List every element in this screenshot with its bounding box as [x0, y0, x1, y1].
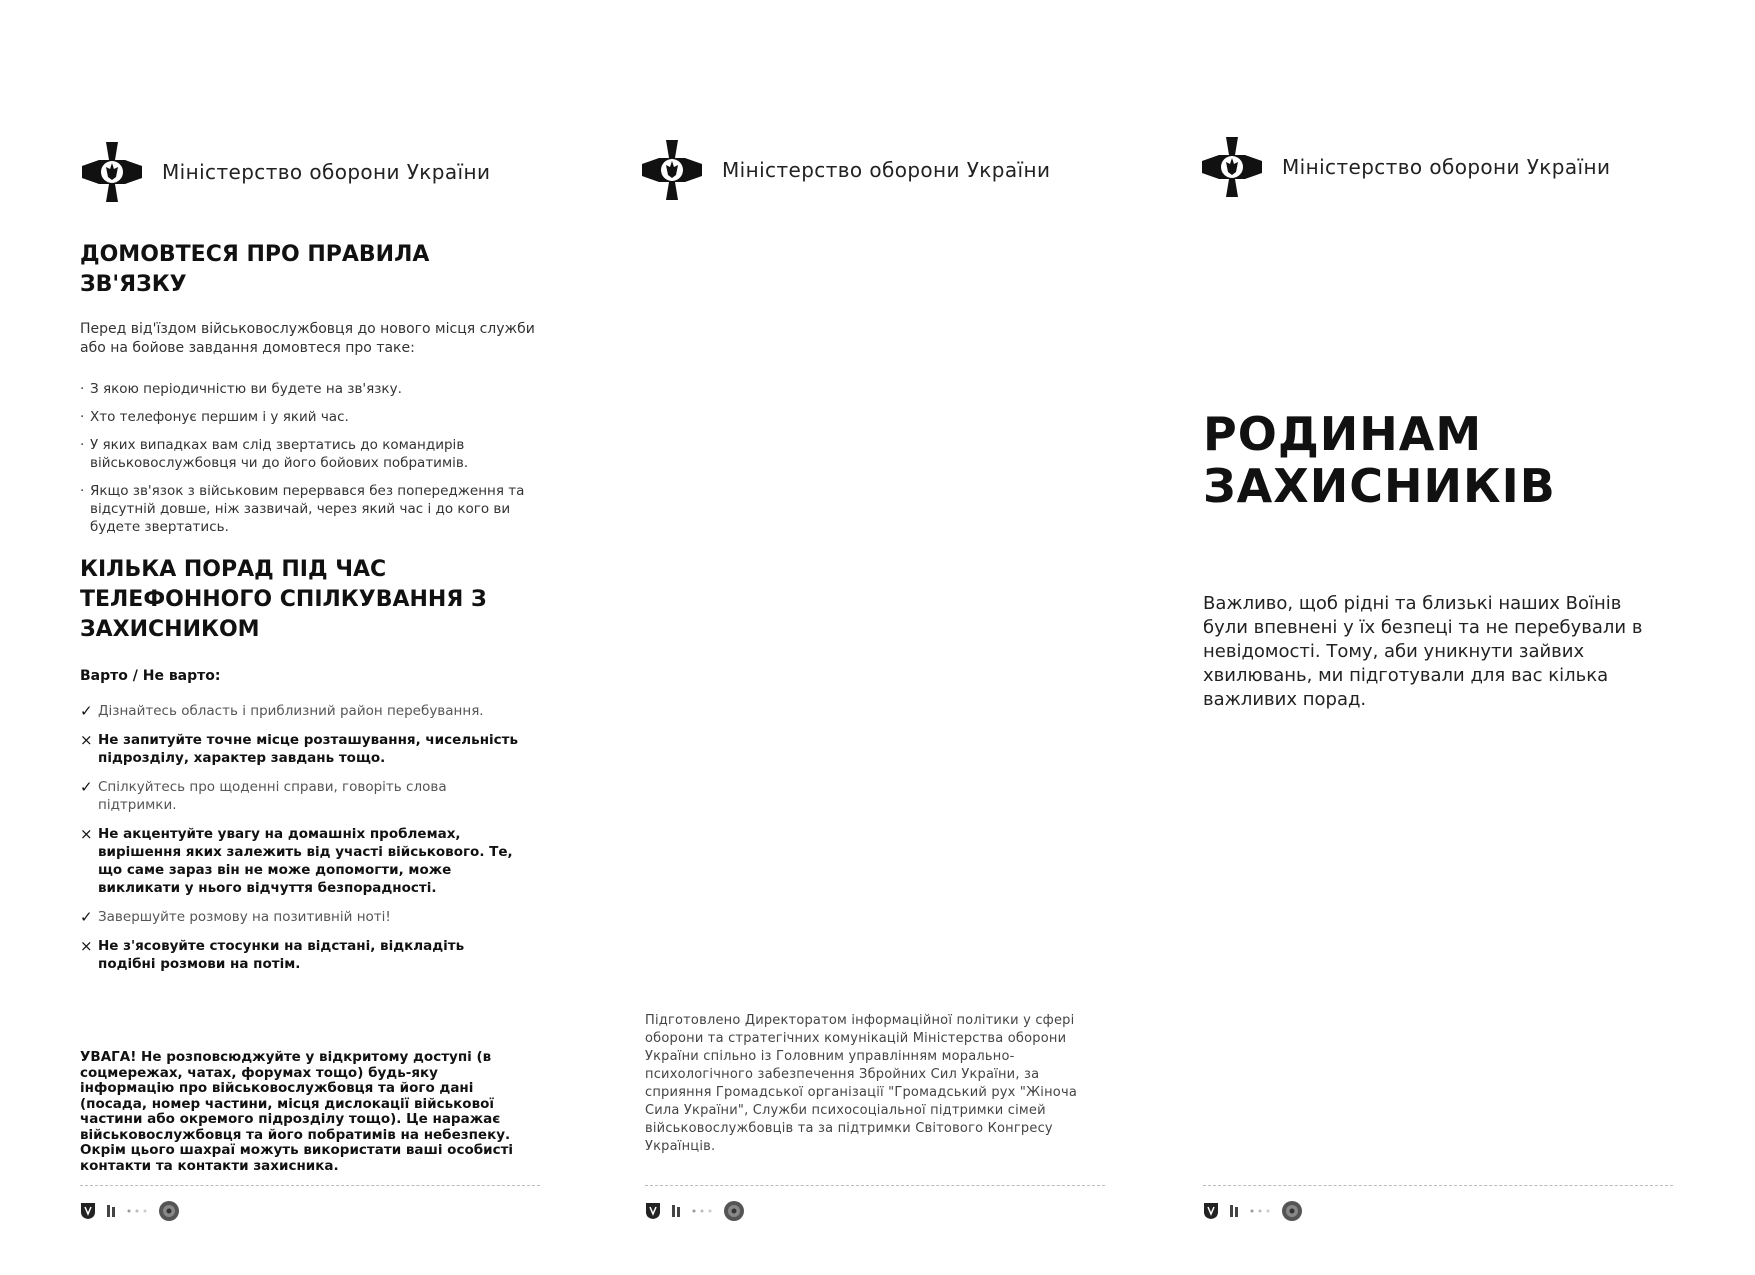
list-item: · З якою періодичністю ви будете на зв'язку.: [80, 380, 540, 398]
partner-mark-icon: [1249, 1208, 1271, 1214]
section-title-communication-rules: ДОМОВТЕСЯ ПРО ПРАВИЛА ЗВ'ЯЗКУ: [80, 242, 430, 297]
warning-text: УВАГА! Не розповсюджуйте у відкритому доступі (в соцмережах, чатах, форумах тощо) будь-яку інформацію про військовослужбовця та його дані (посада, номер частини, місця дислокації військової частини або окремого підрозділу тощо). Це наражає військовослужбовця та його побратимів на небезпеку. Окрім цього шахраї можуть використати ваші особисті контакти та контакти захисника.: [80, 1049, 514, 1174]
mod-cross-emblem-icon: [1200, 135, 1264, 199]
section-title-phone-tips: КІЛЬКА ПОРАД ПІД ЧАС ТЕЛЕФОННОГО СПІЛКУВАННЯ З ЗАХИСНИКОМ: [80, 557, 487, 642]
partner-mark-icon: [691, 1208, 713, 1214]
ministry-name: Міністерство оборони України: [1282, 155, 1611, 179]
shield-logo-icon: [645, 1202, 661, 1220]
partner-logos: [645, 1200, 1105, 1222]
mod-cross-emblem-icon: [640, 138, 704, 202]
ministry-header: [1200, 135, 1610, 199]
ministry-name: Міністерство оборони України: [722, 158, 1051, 182]
footer-divider: [645, 1185, 1105, 1186]
rules-list: [80, 380, 540, 536]
partner-mark-icon: [1229, 1204, 1239, 1218]
communication-rules-section: [80, 240, 540, 546]
tip-item: [80, 702, 520, 720]
list-item: · Якщо зв'язок з військовим перервався без попередження та відсутній довше, ніж зазвичай, через який час і до кого ви будете звертатись.: [80, 482, 540, 536]
globe-logo-icon: [723, 1200, 745, 1222]
check-icon: ✓: [80, 702, 93, 720]
cross-icon: ×: [80, 731, 93, 749]
footer-divider: [1203, 1185, 1673, 1186]
warning-block: [80, 1050, 530, 1174]
shield-logo-icon: [1203, 1202, 1219, 1220]
ministry-name: Міністерство оборони України: [162, 160, 491, 184]
check-icon: ✓: [80, 908, 93, 926]
partner-logos: [80, 1200, 540, 1222]
shield-logo-icon: [80, 1202, 96, 1220]
tip-item: [80, 908, 520, 926]
tip-text: Спілкуйтесь про щоденні справи, говоріть слова підтримки.: [98, 779, 447, 813]
globe-logo-icon: [158, 1200, 180, 1222]
cover-title-line1: РОДИНАМ: [1203, 407, 1483, 461]
globe-logo-icon: [1281, 1200, 1303, 1222]
section-subtitle: Варто / Не варто:: [80, 668, 221, 684]
partner-logos: [1203, 1200, 1673, 1222]
tip-text: Не запитуйте точне місце розташування, чисельність підрозділу, характер завдань тощо.: [98, 732, 519, 766]
tip-text: Не акцентуйте увагу на домашніх проблемах, вирішення яких залежить від участі військового. Те, що саме зараз він не може допомогти, може викликати у нього відчуття безпорадності.: [98, 826, 513, 896]
middle-panel: [640, 0, 1100, 1275]
partner-mark-icon: [126, 1208, 148, 1214]
cover-title-line2: ЗАХИСНИКІВ: [1203, 459, 1556, 513]
cover-lead-text: Важливо, щоб рідні та близькі наших Воїнів були впевнені у їх безпеці та не перебували в невідомості. Тому, аби уникнути зайвих хвилювань, ми підготували для вас кілька важливих порад.: [1203, 593, 1643, 710]
tip-item: [80, 731, 520, 767]
tip-text: Не з'ясовуйте стосунки на відстані, відкладіть подібні розмови на потім.: [98, 938, 465, 972]
footer-divider: [80, 1185, 540, 1186]
tip-item: [80, 825, 520, 897]
cross-icon: ×: [80, 825, 93, 843]
right-panel-cover: [1200, 0, 1670, 1275]
partner-footer: [645, 1185, 1105, 1222]
ministry-header: [640, 138, 1050, 202]
partner-mark-icon: [671, 1204, 681, 1218]
tip-item: [80, 778, 520, 814]
mod-cross-emblem-icon: [80, 140, 144, 204]
credits-text: Підготовлено Директоратом інформаційної політики у сфері оборони та стратегічних комунікацій Міністерства оборони України спільно із Головним управлінням морально-психологічного забезпечення Збройних Сил України, за сприяння Громадської організації "Громадський рух "Жіноча Сила України", Служби психосоціальної підтримки сімей військовослужбовців та за підтримки Світового Конгресу Українців.: [645, 1013, 1078, 1154]
section-intro: Перед від'їздом військовослужбовця до нового місця служби або на бойове завдання домовтеся про таке:: [80, 321, 535, 356]
left-panel: [80, 0, 540, 1275]
cross-icon: ×: [80, 937, 93, 955]
partner-footer: [80, 1185, 540, 1222]
tip-text: Завершуйте розмову на позитивній ноті!: [98, 909, 391, 925]
list-item: · Хто телефонує першим і у який час.: [80, 408, 540, 426]
phone-tips-section: [80, 555, 520, 984]
tip-text: Дізнайтесь область і приблизний район перебування.: [98, 703, 484, 719]
cover-title-block: [1203, 408, 1556, 512]
list-item: · У яких випадках вам слід звертатись до командирів військовослужбовця чи до його бойових побратимів.: [80, 436, 540, 472]
check-icon: ✓: [80, 778, 93, 796]
ministry-header: [80, 140, 490, 204]
partner-footer: [1203, 1185, 1673, 1222]
tips-list: [80, 702, 520, 973]
cover-lead-block: [1203, 592, 1663, 712]
partner-mark-icon: [106, 1204, 116, 1218]
tip-item: [80, 937, 520, 973]
credits-block: [645, 1012, 1085, 1156]
